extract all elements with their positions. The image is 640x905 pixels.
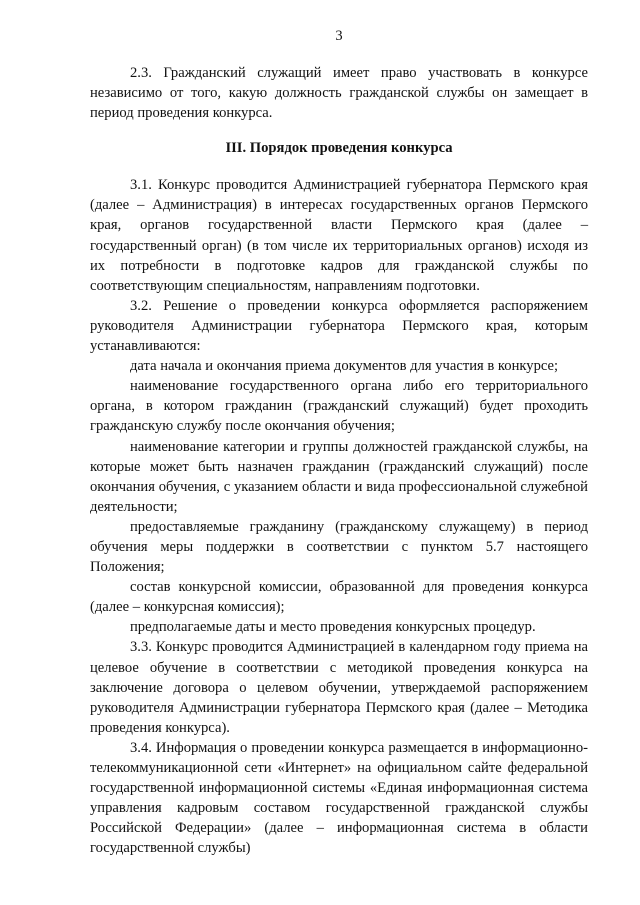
list-item-position-category: наименование категории и группы должностей гражданской службы, на которые может быть назначен гражданин (гражданский служащий) после окончания обучения, с указанием области и вида профессиональной служебной деятельности; [90,438,588,515]
page-number: 3 [335,28,343,44]
list-item-state-body: наименование государственного органа либо его территориального органа, в котором гражданин (гражданский служащий) будет проходить гражданскую службу после окончания обучения; [90,378,588,435]
paragraph-3-4: 3.4. Информация о проведении конкурса размещается в информационно-телекоммуникационной сети «Интернет» на официальном сайте федеральной государственной информационной системы «Единая информационная система управления кадровым составом государственной гражданской службы Российской Федерации» (далее – информационная система в области государственной службы) [90,739,588,857]
list-item-support-measures: предоставляемые гражданину (гражданскому служащему) в период обучения меры поддержки в соответствии с пунктом 5.7 настоящего Положения; [90,518,588,576]
list-item-procedure-dates: предполагаемые даты и место проведения конкурсных процедур. [130,619,536,636]
paragraph-3-3: 3.3. Конкурс проводится Администрацией в календарном году приема на целевое обучение в соответствии с методикой проведения конкурса на заключение договора о целевом обучении, утверждаемой распоряжением руководителя Администрации губернатора Пермского края (далее – Методика проведения конкурса). [90,639,588,736]
paragraph-2-3: 2.3. Гражданский служащий имеет право участвовать в конкурсе независимо от того, какую должность гражданской службы он замещает в период проведения конкурса. [90,65,588,122]
list-item-dates: дата начала и окончания приема документов для участия в конкурсе; [130,358,559,375]
list-item-commission: состав конкурсной комиссии, образованной для проведения конкурса (далее – конкурсная комиссия); [90,579,588,616]
paragraph-3-2: 3.2. Решение о проведении конкурса оформляется распоряжением руководителя Администрации губернатора Пермского края, которым устанавливаются: [90,297,588,355]
paragraph-3-1: 3.1. Конкурс проводится Администрацией губернатора Пермского края (далее – Администрация) в интересах государственных органов Пермского края, органов государственной власти Пермского края (далее – государственный орган) (в том числе их территориальных органов) исходя из их потребности в подготовке кадров для гражданской службы по соответствующим специальностям, направлениям подготовки. [90,177,588,294]
section-title: III. Порядок проведения конкурса [225,140,453,157]
